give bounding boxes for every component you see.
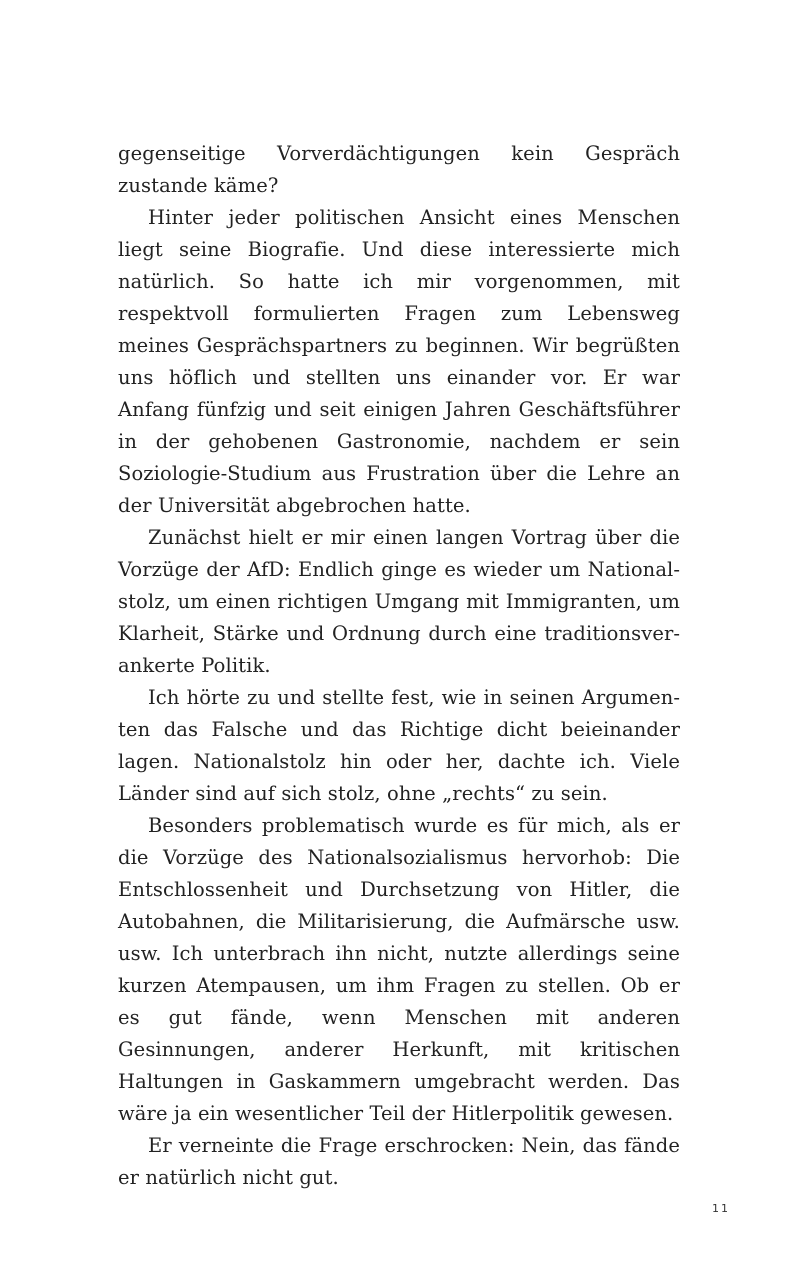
body-text xyxy=(118,138,680,1194)
paragraph-national-socialism: Besonders problematisch wurde es für mich, als er die Vorzüge des Nationalsozialismus hervorhob: Die Entschlossenheit und Durchsetzung von Hitler, die Autobahnen, die Militarisierung, die Aufmärsche usw. usw. Ich unterbrach ihn nicht, nutzte allerdings seine kurzen Atempausen, um ihm Fragen zu stellen. Ob er es gut fände, wenn Menschen mit anderen Gesinnungen, anderer Herkunft, mit kritischen Haltungen in Gaskammern umgebracht werden. Das wäre ja ein wesentlicher Teil der Hitlerpolitik gewesen. xyxy=(118,814,680,1125)
paragraph-biography: Hinter jeder politischen Ansicht eines Menschen liegt seine Biografie. Und diese interessierte mich natürlich. So hatte ich mir vorgenommen, mit respektvoll formulierten Fragen zum Lebensweg meines Gesprächspartners zu beginnen. Wir begrüßten uns höflich und stellten uns einander vor. Er war Anfang fünfzig und seit einigen Jahren Geschäftsführer in der gehobenen Gastronomie, nachdem er sein Soziologie-Studium aus Frustration über die Lehre an der Universität abgebrochen hatte. xyxy=(118,206,680,517)
paragraph-answer: Er verneinte die Frage erschrocken: Nein, das fände er natürlich nicht gut. xyxy=(118,1134,680,1189)
paragraph-national-pride: Ich hörte zu und stellte fest, wie in seinen Argumenten das Falsche und das Richtige dicht beieinander lagen. Nationalstolz hin oder her, dachte ich. Viele Länder sind auf sich stolz, ohne „rechts“ zu sein. xyxy=(118,686,680,805)
paragraph-afd-lecture: Zunächst hielt er mir einen langen Vortrag über die Vorzüge der AfD: Endlich ginge es wieder um Nationalstolz, um einen richtigen Umgang mit Immigranten, um Klarheit, Stärke und Ordnung durch eine traditionsverankerte Politik. xyxy=(118,526,680,677)
paragraph-continuation: gegenseitige Vorverdächtigungen kein Gespräch zustande käme? xyxy=(118,142,680,197)
page-number: 11 xyxy=(712,1202,730,1215)
